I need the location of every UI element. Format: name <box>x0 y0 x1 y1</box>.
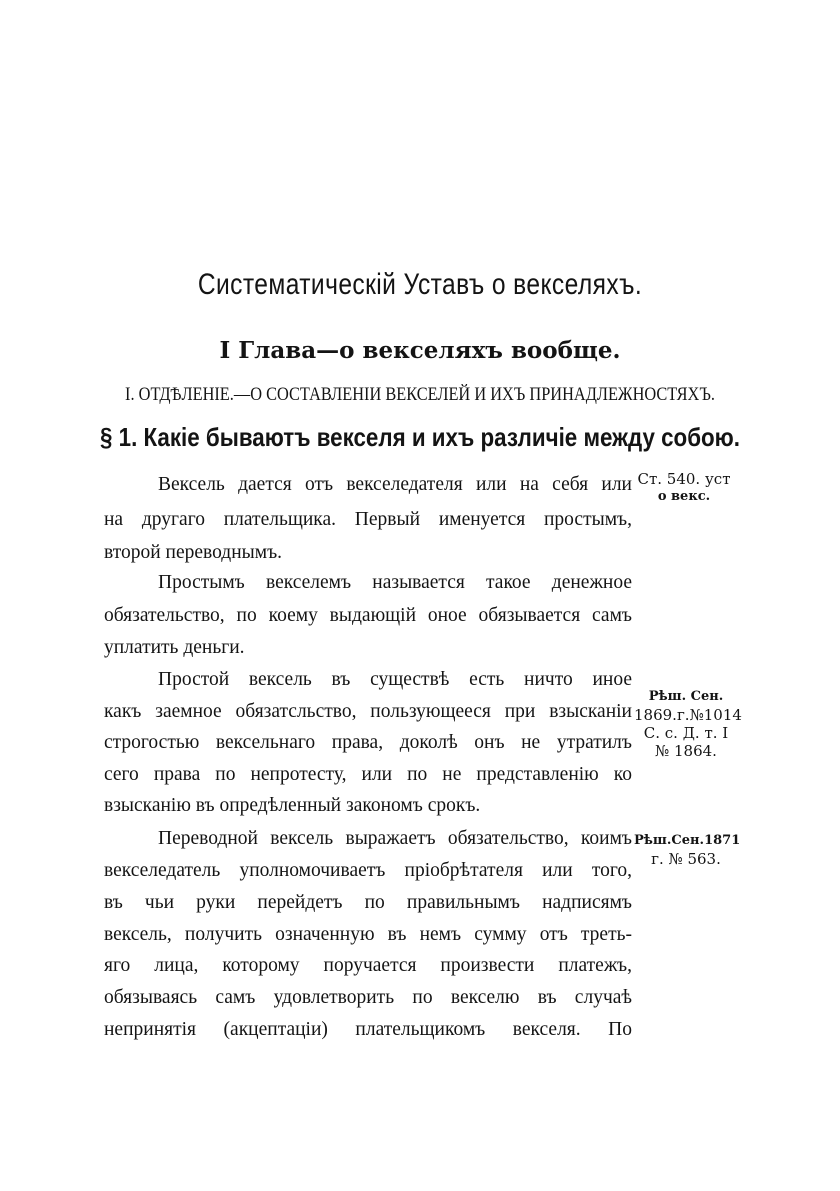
text-line: въ чьи руки перейдетъ по правильнымъ надписямъ <box>104 892 632 913</box>
text-line: взысканію въ опредѣленный закономъ срокъ. <box>104 795 481 816</box>
document-title: Систематическій Уставъ о векселяхъ. <box>197 268 643 301</box>
margin-note-line: о векс. <box>657 489 711 504</box>
text-line: второй переводнымъ. <box>104 542 283 563</box>
text-line: на другаго плательщика. Первый именуется простымъ, <box>104 509 632 530</box>
chapter-heading: I Глава—о векселяхъ вообще. <box>219 337 621 364</box>
margin-note-line: г. № 563. <box>651 850 721 868</box>
text-line: непринятія (акцептаціи) плательщикомъ векселя. По <box>104 1019 632 1040</box>
margin-note-line: Ст. 540. уст <box>637 470 731 488</box>
text-line: обязательство, по коему выдающій оное обязывается самъ <box>104 605 632 626</box>
margin-note-line: 1869.г.№1014 <box>634 706 742 724</box>
margin-note <box>634 832 741 868</box>
margin-note-line: Рѣш.Сен.1871 <box>634 833 741 848</box>
text-line: какъ заемное обязатсльство, пользующееся при взысканіи <box>104 701 632 722</box>
text-line: Простымъ векселемъ называется такое денежное <box>158 572 632 593</box>
margin-note-line: С. с. Д. т. I <box>643 724 729 742</box>
margin-note-line: Рѣш. Сен. <box>648 689 724 704</box>
margin-note-line: № 1864. <box>655 742 717 760</box>
margin-note <box>634 470 734 506</box>
text-line: векселедатель уполномочиваетъ пріобрѣтателя или того, <box>104 860 632 881</box>
text-line: уплатить деньги. <box>104 637 245 658</box>
margin-note <box>634 688 742 760</box>
text-line: строгостью вексельнаго права, доколѣ онъ не утратилъ <box>104 732 632 753</box>
division-heading: I. ОТДѢЛЕНІЕ.—О СОСТАВЛЕНІИ ВЕКСЕЛЕЙ И ИХЪ ПРИНАДЛЕЖНОСТЯХЪ. <box>125 384 715 405</box>
text-line: обязываясь самъ удовлетворить по векселю въ случаѣ <box>104 987 632 1008</box>
text-line: сего права по непротесту, или по не представленію ко <box>104 764 632 785</box>
text-line: Простой вексель въ существѣ есть ничто иное <box>158 669 632 690</box>
text-line: вексель, получить означенную въ немъ сумму отъ треть- <box>104 924 632 945</box>
section-heading: § 1. Какіе бываютъ векселя и ихъ различіе между собою. <box>99 422 740 452</box>
text-line: Вексель дается отъ векселедателя или на себя или <box>158 474 632 495</box>
text-line: яго лица, которому поручается произвести платежъ, <box>104 955 632 976</box>
text-line: Переводной вексель выражаетъ обязательство, коимъ <box>158 828 632 849</box>
